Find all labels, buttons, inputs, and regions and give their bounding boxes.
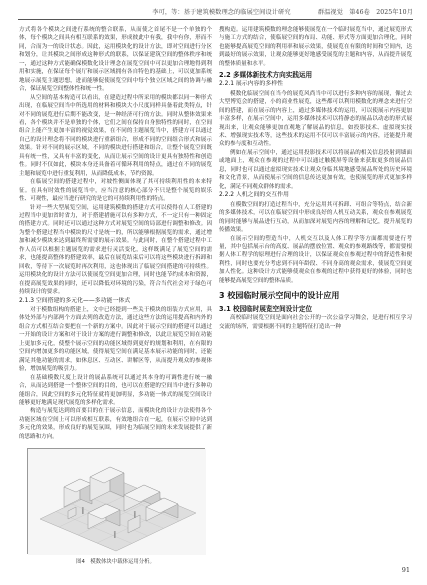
paragraph: 模数化临展空间在当今的展览风尚当中可以进行多种内容的展现，像过去大型博览会的搭建，小的商业性展览，这些都可以利用模数化的理念来进行空间的搭建，而在展示的内容上，通过多媒体技术的运用，可以使展示内容更加丰富多样，在展示空间中，运用多媒体技术可以将静态的展品以动态的形式展现出来，让观众能够更加直观地了解展品的信息，如投影技术、虚拟现实技术、增强现实技术等，这些技术的运用不仅可以丰富展示的内容，还能提升观众的参与度和互动性。 xyxy=(219,90,412,148)
page-number: 91 xyxy=(401,566,410,574)
figure-caption: 图4 模数体块中载体运用分析。 xyxy=(76,559,155,565)
paragraph: 对于模数组构的搭建上，文中已经提到一些关于模块的组装方式应用，具体处外部与内部两个方面去列的改造方法，通过这些方法的运用提高和内外的组合方式相互结合要把在一个新的方案中。因此对于展示空间的搭建可以通过一开始的设计方案和对于设计方案的进行调整和修改，以此让展览空间在功能上更加多元化，使整个展示空间的功能区域得到更好的规划和利用，在有限的空间内增加更多的功能区域，使得展览空间在满足基本展示功能的同时，还能满足其他功能的需求，如休息区、互动区、讲解区等，从而提升观众的参观体验，增加展览的吸引力。 xyxy=(19,307,212,373)
left-column xyxy=(19,26,212,441)
sub-heading: 2.2.1 展示内容的多样性 xyxy=(219,81,283,88)
paragraph: 例如在展示空间中，通过运用投影技术可以将展品的相关信息投射到墙面或地面上，观众在参观的过程中可以通过触摸屏等设备来获取更多的展品信息，同时也可以通过虚拟现实技术让观众身临其境地感受展品所处的历史环境和文化背景，从而使展示空间的信息传达更加有效，也使展览的形式更加多样化，满足不同观众群体的需求。 xyxy=(219,149,412,190)
isometric-model-illustration xyxy=(28,449,206,555)
paragraph: 方式将各个模块之间进行系统的整合联系，从而使之首尾不是一个单独的个体，每个模块之间具有相互联系的效果，形成彼此中有我，我中有你，形而不同，合而为一的设计状态。因此，运用模块化的设计方法，即对空间进行分区和划分，让其模块之间形成这种形式的联系，以保证建筑空间的整体秩序和统一，通过这种方式能确保模数化设计理念在展览空间中可以更加合理地得到利用和实施，在保证每个展厅和展示区域拥有各自特色的基础上，可以更加系统地展示展览主题思想，进而能够促使展览空间中每个独立区域之间的协调与融合，保证展览空间整体性和统一性。 xyxy=(19,27,212,93)
right-column xyxy=(219,26,412,331)
section-heading: 3.1 校园临时展览空间设计定位 xyxy=(219,305,313,314)
figure-4 xyxy=(27,448,205,554)
header-rule xyxy=(18,19,413,20)
paragraph: 在展示空间的塑造当中，人机交互以及人体工程学等方面都需要进行考量，其中包括展示台的高度、展品的摆放位置、观众的参观路线等，都需要根据人体工程学的原理进行合理的设计，以保证观众在参观过程中的舒适性和便利性，同时也要充分考虑到不同年龄段、不同身高的观众需求，使展览空间更加人性化。这种设计方式能够使观众在参观的过程中获得更好的体验，同时也能够提高展览空间的整体品质。 xyxy=(219,235,412,284)
paragraph: 在模数空间的打造过程当中，充分运用其可拆卸、可组合等特点，结合新的多媒体技术，可以在临展空间中形成良好的人机互动关系，观众在参观展览的同时能够与展品进行互动，从而加深对展览内容的理解和记忆，提升展览的传播效果。 xyxy=(219,201,412,234)
chapter-heading: 3 校园临时展示空间中的设计应用 xyxy=(219,291,340,301)
running-header: 李可，等：基于建筑模数理念的临展空间设计研究 群温视觉 第46卷 2025年10月 xyxy=(152,9,413,16)
paragraph: 搜构造。运用建筑模数的理念能够使展览在一个临时展览当中，通过展览形式与施工方式的结合，使临展空间的布局、功能、形式等方面更加合理化，同时也能够提高展览空间的利用率和展示效果，使展览在有限的时间和空间内，达到最好的展示效果，让观众能够更好地感受展览的主题和内容，从而提升展览的整体质量和水平。 xyxy=(219,27,412,67)
sub-heading: 2.1.3 空间搭建的多元化——多功能一体式 xyxy=(19,297,131,304)
paragraph: 在临展空间的搭建过程中，对坡性侧面体现了其可持续利用性的本来特征。在具有时效性的展览当中，应当注意的核心部分不只是整个展览的娱乐性、可观性，最应当进行研究的是它的可持续利用性的特点。 xyxy=(19,179,212,203)
section-heading: 2.2 多媒体新技术方向实践运用 xyxy=(219,71,313,80)
paragraph: 在基础模数尺度上设计的展品系统可以通过其本身的可调性进行统一融合，从而达到搭建一个整体空间的目的，也可以在搭建的空间当中进行多种功能组合，因此空间的多元化特征就将更加明显，多功能一体式的展览空间设计能够更好地满足现代展览的多样化需求。 xyxy=(19,374,212,406)
paragraph: 高校临时展览空间是面向社会公开的一次公益学习舞会，是进行相互学习交流的场所，需要根据不同的主题特征打造出一种 xyxy=(219,315,412,330)
paragraph: 从空间的基本构造可以看出，在建造过程中所采用的模块都以同一种形式出现，在临展空间当中所选用的材料和模块大小尺度同样具备着此类特点，针对不同的展览进行后期不能改变，是一种经济可行的方法。同时从整体效果来看，各个模块并不是单独的个体，它们之间在保持自身独特性的同时，在空间组合上能产生更加丰富的视觉效果，在不同的主题展览当中，搭建方可以通过自己的设计理念将不同的模块进行重新组合，形成不同的空间组合形式和展示效果。针对不同的展示区域，不同的模块进行搭建和组合，让整个展览空间既具有统一性，又具有丰富的变化，从而让展示空间的设计更具有独特性和创造性。同时不仅如此，模块本身还具备着可循环利用的特点，通过在不同的展览主题和展览中进行重复利用，从而降低成本，节约资源。 xyxy=(19,94,212,177)
paragraph: 构造与展览达到的首要目的在于展示信息，而模块化的设计方法使得各个功能区域在空间上可以形成相互联系，有效地组合在一起，在展示空间中达到多元化的效果，形成良好的展览氛围，同时也为临展空间的未来发展提供了新的思路和方向。 xyxy=(19,408,212,440)
sub-heading: 2.2.2 人机之间的交互作用 xyxy=(219,192,289,199)
paragraph: 针对一些大型展览空间，运用建筑模数的搭建方式可以使得在人工搭建的过程当中更加省时省力，对于搭建措施可以有多种方式，不一定只有一种固定的搭建方式。同时还可以通过这种方式对展览空间的局部进行调整和修改。因为整个搭建过程当中模块的尺寸是统一的，所以能够根据展览的需求，通过增加和减少模块来达到最终所需要的展示效果。与此同时，在整个搭建过程中工作人员可以根据主题展览的需求进行灵活变化，这样既满足了展览空间的需求，也能提高整体的搭建效率，最后在展览结束后可以将这些模块进行拆卸和回收，等待下一次展览时再次利用，这也体现出了临展空间搭建的可持续性。运用模块化的设计方法可以使展览空间更加合理，同时也能节约成本和资源，在提高展览效果的同时，还可以降低对环境的污染，符合当代社会对于绿色可持续设计的要求。 xyxy=(19,204,212,296)
